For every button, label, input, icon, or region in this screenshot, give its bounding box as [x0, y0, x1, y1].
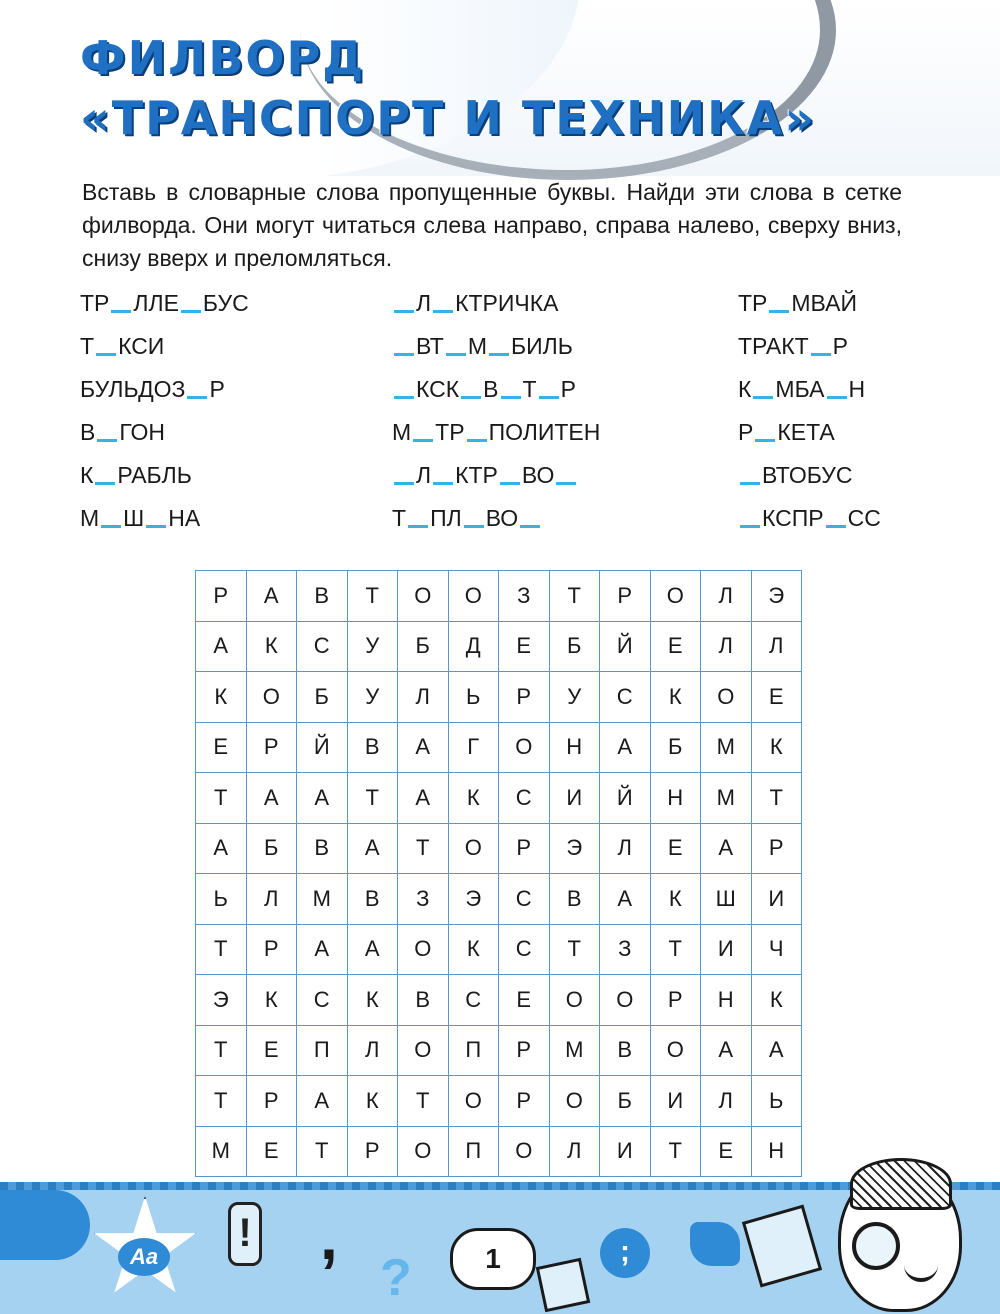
grid-cell: З — [600, 924, 651, 975]
grid-cell: Б — [398, 621, 449, 672]
word-fragment: ВТОБУС — [762, 462, 853, 488]
word-item — [392, 288, 558, 318]
grid-cell: Ш — [701, 874, 752, 925]
comma-icon: , — [320, 1201, 338, 1273]
grid-cell: Т — [297, 1126, 348, 1177]
grid-cell: И — [751, 874, 802, 925]
word-fragment: ПОЛИТЕН — [488, 419, 601, 445]
semicolon-icon: ; — [600, 1228, 650, 1278]
grid-cell: Н — [650, 773, 701, 824]
word-fragment: РАБЛЬ — [117, 462, 192, 488]
grid-cell: О — [448, 823, 499, 874]
word-fragment: ВО — [485, 505, 519, 531]
grid-cell: Ь — [751, 1076, 802, 1127]
grid-cell: А — [398, 722, 449, 773]
word-item — [80, 417, 165, 447]
grid-cell: А — [297, 1076, 348, 1127]
grid-cell: А — [347, 924, 398, 975]
grid-cell: С — [297, 975, 348, 1026]
grid-cell: П — [297, 1025, 348, 1076]
grid-cell: А — [297, 773, 348, 824]
missing-letter-blank — [95, 474, 115, 485]
word-item — [738, 460, 853, 490]
grid-cell: З — [499, 571, 550, 622]
grid-cell: М — [297, 874, 348, 925]
grid-cell: Р — [246, 722, 297, 773]
grid-cell: Е — [499, 975, 550, 1026]
grid-cell: Б — [600, 1076, 651, 1127]
word-fragment: Р — [738, 419, 754, 445]
grid-cell: А — [600, 874, 651, 925]
missing-letter-blank — [467, 431, 487, 442]
grid-cell: Й — [600, 621, 651, 672]
grid-cell: К — [650, 874, 701, 925]
grid-cell: Й — [297, 722, 348, 773]
grid-cell: Р — [246, 924, 297, 975]
grid-cell: Н — [751, 1126, 802, 1177]
grid-cell: Б — [297, 672, 348, 723]
grid-cell: Р — [499, 672, 550, 723]
missing-letter-blank — [433, 474, 453, 485]
grid-cell: У — [549, 672, 600, 723]
word-fragment: КТР — [455, 462, 498, 488]
grid-cell: Г — [448, 722, 499, 773]
missing-letter-blank — [753, 388, 773, 399]
grid-cell: А — [347, 823, 398, 874]
grid-cell: Д — [448, 621, 499, 672]
word-item — [392, 460, 578, 490]
grid-cell: В — [347, 722, 398, 773]
missing-letter-blank — [769, 302, 789, 313]
grid-cell: Ь — [448, 672, 499, 723]
missing-letter-blank — [755, 431, 775, 442]
title-line-1: ФИЛВОРД — [80, 31, 366, 85]
missing-letter-blank — [827, 388, 847, 399]
grid-cell: К — [650, 672, 701, 723]
missing-letter-blank — [520, 517, 540, 528]
grid-cell: Т — [398, 1076, 449, 1127]
word-fragment: Л — [416, 462, 432, 488]
grid-cell: Р — [499, 1025, 550, 1076]
grid-cell: А — [751, 1025, 802, 1076]
grid-cell: К — [448, 773, 499, 824]
grid-cell: О — [448, 1076, 499, 1127]
word-fragment: ТРАКТ — [738, 333, 809, 359]
grid-cell: Л — [600, 823, 651, 874]
grid-cell: О — [499, 1126, 550, 1177]
square-block-icon — [536, 1258, 591, 1313]
grid-cell: В — [398, 975, 449, 1026]
missing-letter-blank — [446, 345, 466, 356]
question-mark-icon: ? — [380, 1249, 412, 1307]
instructions: Вставь в словарные слова пропущенные буквы. Найди эти слова в сетке филворда. Они могут читаться слева направо, справа налево, сверху вниз, снизу вверх и преломляться. — [82, 179, 902, 271]
word-item — [738, 288, 857, 318]
word-fragment: ТР — [738, 290, 768, 316]
grid-cell: О — [246, 672, 297, 723]
missing-letter-blank — [461, 388, 481, 399]
grid-cell: Т — [549, 924, 600, 975]
word-fragment: ГОН — [119, 419, 166, 445]
puzzle-piece-icon — [0, 1190, 90, 1260]
grid-cell: Т — [549, 571, 600, 622]
grid-cell: Е — [246, 1025, 297, 1076]
word-fragment: М — [467, 333, 488, 359]
grid-cell: Е — [499, 621, 550, 672]
grid-cell: К — [347, 975, 398, 1026]
word-item — [738, 374, 865, 404]
grid-cell: О — [398, 1025, 449, 1076]
word-fragment: Т — [80, 333, 95, 359]
word-item — [738, 331, 848, 361]
word-item — [80, 503, 200, 533]
exclamation-icon: ! — [228, 1202, 262, 1266]
puzzle-piece-icon-right — [690, 1222, 740, 1266]
missing-letter-blank — [740, 517, 760, 528]
grid-cell: В — [297, 571, 348, 622]
grid-cell: В — [600, 1025, 651, 1076]
missing-letter-blank — [111, 302, 131, 313]
grid-cell: А — [196, 621, 247, 672]
missing-letter-blank — [740, 474, 760, 485]
missing-letter-blank — [394, 388, 414, 399]
missing-letter-blank — [500, 474, 520, 485]
grid-cell: Л — [398, 672, 449, 723]
grid-cell: О — [650, 571, 701, 622]
missing-letter-blank — [96, 345, 116, 356]
grid-cell: Б — [246, 823, 297, 874]
missing-letter-blank — [413, 431, 433, 442]
grid-cell: Б — [549, 621, 600, 672]
word-item — [392, 417, 600, 447]
word-fragment: В — [80, 419, 96, 445]
title-line-2: «ТРАНСПОРТ И ТЕХНИКА» — [80, 91, 817, 145]
grid-cell: Л — [246, 874, 297, 925]
word-fragment: Р — [560, 376, 576, 402]
word-item — [80, 331, 164, 361]
word-fragment: М — [392, 419, 412, 445]
grid-cell: Т — [347, 571, 398, 622]
grid-cell: И — [701, 924, 752, 975]
grid-row — [196, 722, 802, 773]
word-item — [738, 503, 881, 533]
missing-letter-blank — [556, 474, 576, 485]
word-fragment: Ш — [123, 505, 145, 531]
grid-row — [196, 924, 802, 975]
grid-cell: Б — [650, 722, 701, 773]
grid-cell: Т — [650, 924, 701, 975]
grid-cell: Т — [196, 1025, 247, 1076]
missing-letter-blank — [97, 431, 117, 442]
word-fragment: В — [483, 376, 499, 402]
grid-cell: Ч — [751, 924, 802, 975]
grid-cell: С — [499, 874, 550, 925]
word-fragment: КСПР — [762, 505, 824, 531]
grid-cell: Е — [246, 1126, 297, 1177]
missing-letter-blank — [539, 388, 559, 399]
magnifier-icon — [852, 1222, 900, 1270]
letters-badge: Aa — [118, 1238, 170, 1276]
grid-cell: О — [549, 1076, 600, 1127]
word-fragment: М — [80, 505, 100, 531]
missing-letter-blank — [181, 302, 201, 313]
grid-cell: О — [398, 924, 449, 975]
grid-row — [196, 975, 802, 1026]
grid-cell: Р — [751, 823, 802, 874]
grid-cell: О — [549, 975, 600, 1026]
word-fragment: ПЛ — [430, 505, 462, 531]
grid-cell: С — [297, 621, 348, 672]
missing-letter-blank — [187, 388, 207, 399]
grid-cell: М — [701, 773, 752, 824]
grid-row — [196, 1076, 802, 1127]
word-fragment: КСИ — [118, 333, 165, 359]
missing-letter-blank — [394, 474, 414, 485]
grid-cell: О — [398, 1126, 449, 1177]
grid-cell: М — [701, 722, 752, 773]
grid-cell: П — [448, 1025, 499, 1076]
grid-cell: Э — [549, 823, 600, 874]
grid-cell: Л — [347, 1025, 398, 1076]
missing-letter-blank — [101, 517, 121, 528]
grid-cell: Н — [701, 975, 752, 1026]
word-fragment: БУС — [202, 290, 249, 316]
word-fragment: СС — [847, 505, 881, 531]
grid-cell: Л — [701, 571, 752, 622]
grid-cell: А — [246, 571, 297, 622]
word-fragment: МБА — [775, 376, 825, 402]
grid-cell: Л — [701, 621, 752, 672]
grid-cell: Е — [751, 672, 802, 723]
grid-cell: И — [600, 1126, 651, 1177]
word-fragment: К — [80, 462, 94, 488]
grid-cell: С — [499, 773, 550, 824]
grid-cell: О — [600, 975, 651, 1026]
grid-cell: Е — [650, 823, 701, 874]
grid-cell: Й — [600, 773, 651, 824]
word-fragment: К — [738, 376, 752, 402]
missing-letter-blank — [146, 517, 166, 528]
grid-row — [196, 773, 802, 824]
grid-cell: А — [600, 722, 651, 773]
grid-cell: И — [650, 1076, 701, 1127]
grid-cell: К — [246, 621, 297, 672]
grid-cell: Р — [600, 571, 651, 622]
word-fragment: ТР — [435, 419, 465, 445]
grid-cell: К — [246, 975, 297, 1026]
grid-cell: А — [246, 773, 297, 824]
grid-row — [196, 823, 802, 874]
grid-cell: Е — [701, 1126, 752, 1177]
page-number: 1 — [450, 1228, 536, 1290]
grid-cell: Р — [246, 1076, 297, 1127]
grid-cell: А — [701, 1025, 752, 1076]
missing-letter-blank — [408, 517, 428, 528]
word-fragment: Л — [416, 290, 432, 316]
grid-cell: З — [398, 874, 449, 925]
grid-row — [196, 874, 802, 925]
word-fragment: ТР — [80, 290, 110, 316]
grid-cell: Р — [499, 1076, 550, 1127]
grid-row — [196, 621, 802, 672]
grid-cell: К — [347, 1076, 398, 1127]
grid-cell: О — [650, 1025, 701, 1076]
grid-cell: О — [701, 672, 752, 723]
missing-letter-blank — [489, 345, 509, 356]
grid-cell: Л — [549, 1126, 600, 1177]
word-item — [738, 417, 835, 447]
grid-cell: А — [297, 924, 348, 975]
word-fragment: КТРИЧКА — [455, 290, 559, 316]
grid-cell: М — [196, 1126, 247, 1177]
grid-cell: Т — [398, 823, 449, 874]
grid-cell: Р — [499, 823, 550, 874]
grid-cell: С — [499, 924, 550, 975]
grid-cell: Е — [196, 722, 247, 773]
grid-cell: Л — [701, 1076, 752, 1127]
missing-letter-blank — [394, 345, 414, 356]
grid-cell: А — [701, 823, 752, 874]
grid-cell: С — [448, 975, 499, 1026]
word-fragment: КЕТА — [777, 419, 835, 445]
grid-cell: Э — [196, 975, 247, 1026]
grid-row — [196, 1025, 802, 1076]
word-fragment: ВТ — [416, 333, 444, 359]
word-item — [392, 374, 576, 404]
grid-cell: К — [196, 672, 247, 723]
word-fragment: Т — [522, 376, 537, 402]
grid-cell: Р — [196, 571, 247, 622]
grid-cell: Е — [650, 621, 701, 672]
word-item — [392, 503, 542, 533]
grid-cell: Т — [650, 1126, 701, 1177]
grid-cell: О — [499, 722, 550, 773]
grid-cell: К — [751, 975, 802, 1026]
grid-cell: К — [751, 722, 802, 773]
grid-cell: У — [347, 672, 398, 723]
page-title — [80, 28, 816, 148]
grid-row — [196, 672, 802, 723]
word-fragment: БУЛЬДОЗ — [80, 376, 186, 402]
grid-cell: Л — [751, 621, 802, 672]
grid-cell: М — [549, 1025, 600, 1076]
word-item — [80, 288, 249, 318]
grid-cell: Ь — [196, 874, 247, 925]
word-fragment: БИЛЬ — [511, 333, 573, 359]
grid-cell: Т — [196, 1076, 247, 1127]
grid-row — [196, 1126, 802, 1177]
grid-cell: Т — [751, 773, 802, 824]
grid-cell: О — [398, 571, 449, 622]
grid-cell: А — [196, 823, 247, 874]
word-item — [392, 331, 573, 361]
word-fragment: Н — [848, 376, 866, 402]
word-fragment: Т — [392, 505, 407, 531]
grid-cell: К — [448, 924, 499, 975]
grid-cell: Т — [347, 773, 398, 824]
grid-cell: Р — [347, 1126, 398, 1177]
grid-cell: И — [549, 773, 600, 824]
grid-cell: Э — [751, 571, 802, 622]
grid-cell: Т — [196, 924, 247, 975]
word-fragment: ЛЛЕ — [133, 290, 179, 316]
grid-cell: О — [448, 571, 499, 622]
missing-letter-blank — [394, 302, 414, 313]
puzzle-grid — [195, 570, 802, 1177]
word-fragment: ВО — [521, 462, 555, 488]
word-fragment: Р — [832, 333, 848, 359]
word-fragment: НА — [168, 505, 201, 531]
grid-cell: Э — [448, 874, 499, 925]
grid-cell: В — [549, 874, 600, 925]
grid-cell: Р — [650, 975, 701, 1026]
grid-row — [196, 571, 802, 622]
grid-cell: Н — [549, 722, 600, 773]
word-item — [80, 460, 192, 490]
missing-letter-blank — [501, 388, 521, 399]
grid-cell: С — [600, 672, 651, 723]
grid-cell: П — [448, 1126, 499, 1177]
grid-cell: А — [398, 773, 449, 824]
word-item — [80, 374, 225, 404]
word-fragment: МВАЙ — [791, 290, 857, 316]
grid-cell: У — [347, 621, 398, 672]
grid-cell: Т — [196, 773, 247, 824]
word-fragment: Р — [209, 376, 225, 402]
missing-letter-blank — [464, 517, 484, 528]
grid-cell: В — [297, 823, 348, 874]
missing-letter-blank — [811, 345, 831, 356]
missing-letter-blank — [826, 517, 846, 528]
word-fragment: КСК — [416, 376, 460, 402]
detective-hat-icon — [850, 1158, 952, 1210]
missing-letter-blank — [433, 302, 453, 313]
grid-cell: В — [347, 874, 398, 925]
